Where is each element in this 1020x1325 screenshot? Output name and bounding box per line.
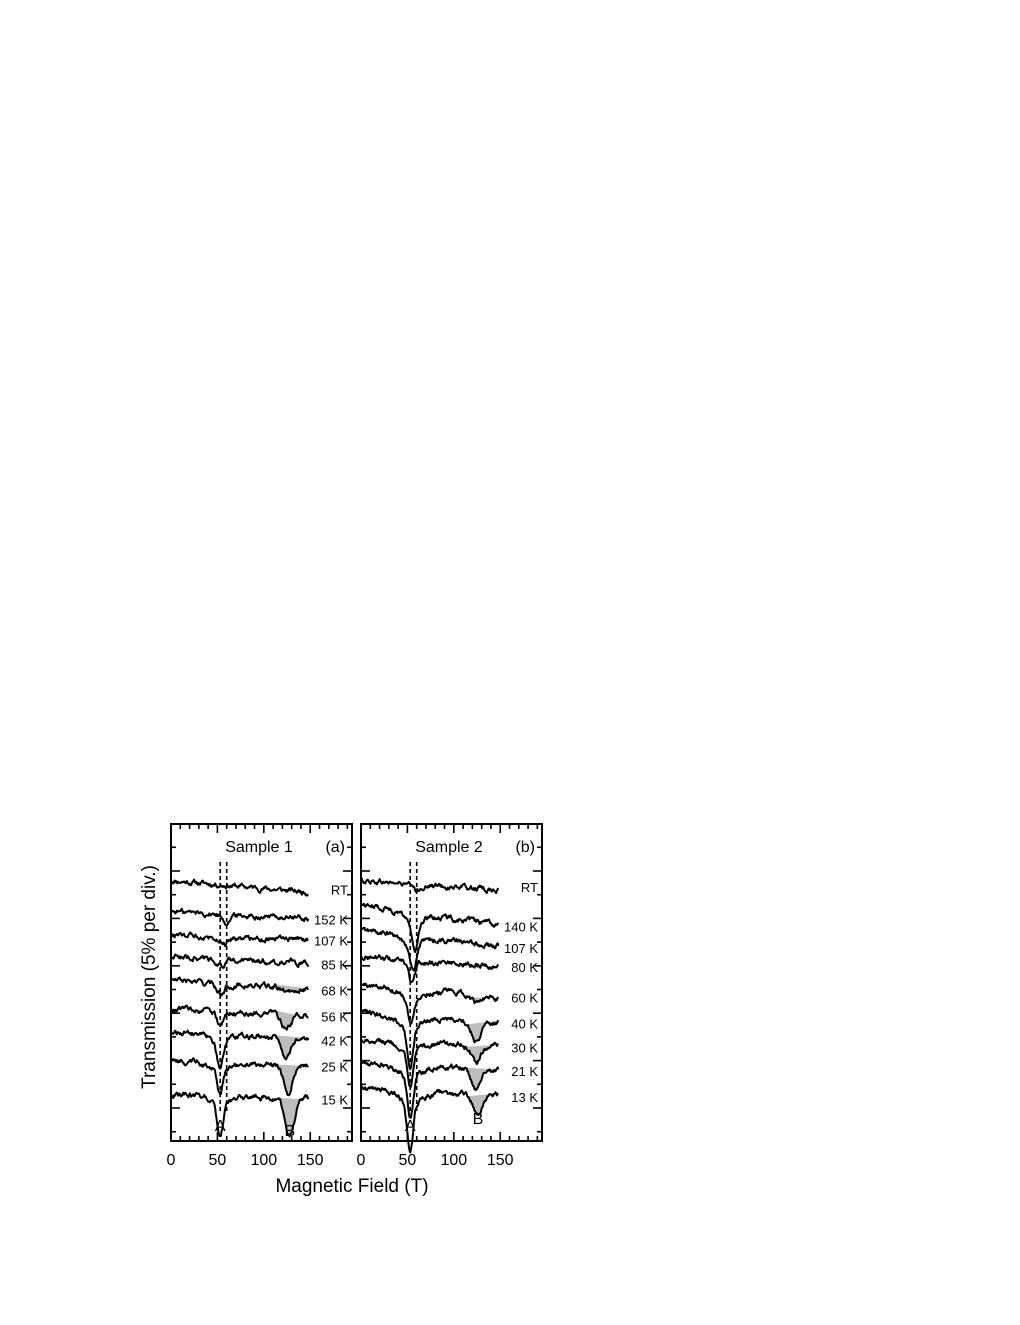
x-axis-label: Magnetic Field (T) — [275, 1176, 429, 1197]
series-label: 80 K — [511, 959, 538, 975]
series-label: 40 K — [511, 1016, 538, 1032]
series-label: 107 K — [504, 940, 538, 956]
x-tick-label: 0 — [356, 1152, 366, 1169]
series-label: 56 K — [321, 1009, 348, 1025]
series-label: 42 K — [321, 1033, 348, 1049]
series-label: 13 K — [511, 1090, 538, 1106]
panel-letter: (a) — [325, 839, 345, 856]
series-label: 21 K — [511, 1064, 538, 1080]
peak-label: A — [404, 1118, 416, 1135]
x-tick-label: 100 — [440, 1152, 468, 1169]
series-trace — [171, 932, 308, 946]
series-trace — [171, 880, 308, 896]
series-label: 25 K — [321, 1059, 348, 1075]
series-label: RT — [520, 879, 538, 895]
y-axis-label: Transmission (5% per div.) — [139, 865, 160, 1089]
series-label: 85 K — [321, 957, 348, 973]
series-label: 68 K — [321, 983, 348, 999]
peak-label: B — [284, 1123, 296, 1140]
series-trace — [171, 909, 308, 925]
series-label: 140 K — [504, 919, 538, 935]
series-trace — [171, 955, 308, 968]
series-label: RT — [330, 882, 348, 898]
panel-title: Sample 1 — [225, 839, 293, 856]
x-tick-label: 150 — [296, 1152, 324, 1169]
x-tick-label: 50 — [398, 1152, 417, 1169]
panel-letter: (b) — [515, 839, 535, 856]
peak-label: B — [472, 1111, 484, 1128]
series-trace — [361, 878, 498, 893]
x-tick-label: 100 — [250, 1152, 278, 1169]
series-label: 15 K — [321, 1092, 348, 1108]
x-tick-label: 150 — [486, 1152, 514, 1169]
series-label: 30 K — [511, 1040, 538, 1056]
peak-label: A — [214, 1118, 226, 1135]
series-label: 60 K — [511, 990, 538, 1006]
x-tick-label: 0 — [166, 1152, 176, 1169]
panel-a — [167, 824, 352, 1169]
series-label: 107 K — [314, 933, 348, 949]
panel-title: Sample 2 — [415, 839, 483, 856]
panel-b — [357, 824, 542, 1169]
series-trace — [361, 955, 498, 982]
series-label: 152 K — [314, 912, 348, 928]
x-tick-label: 50 — [208, 1152, 227, 1169]
